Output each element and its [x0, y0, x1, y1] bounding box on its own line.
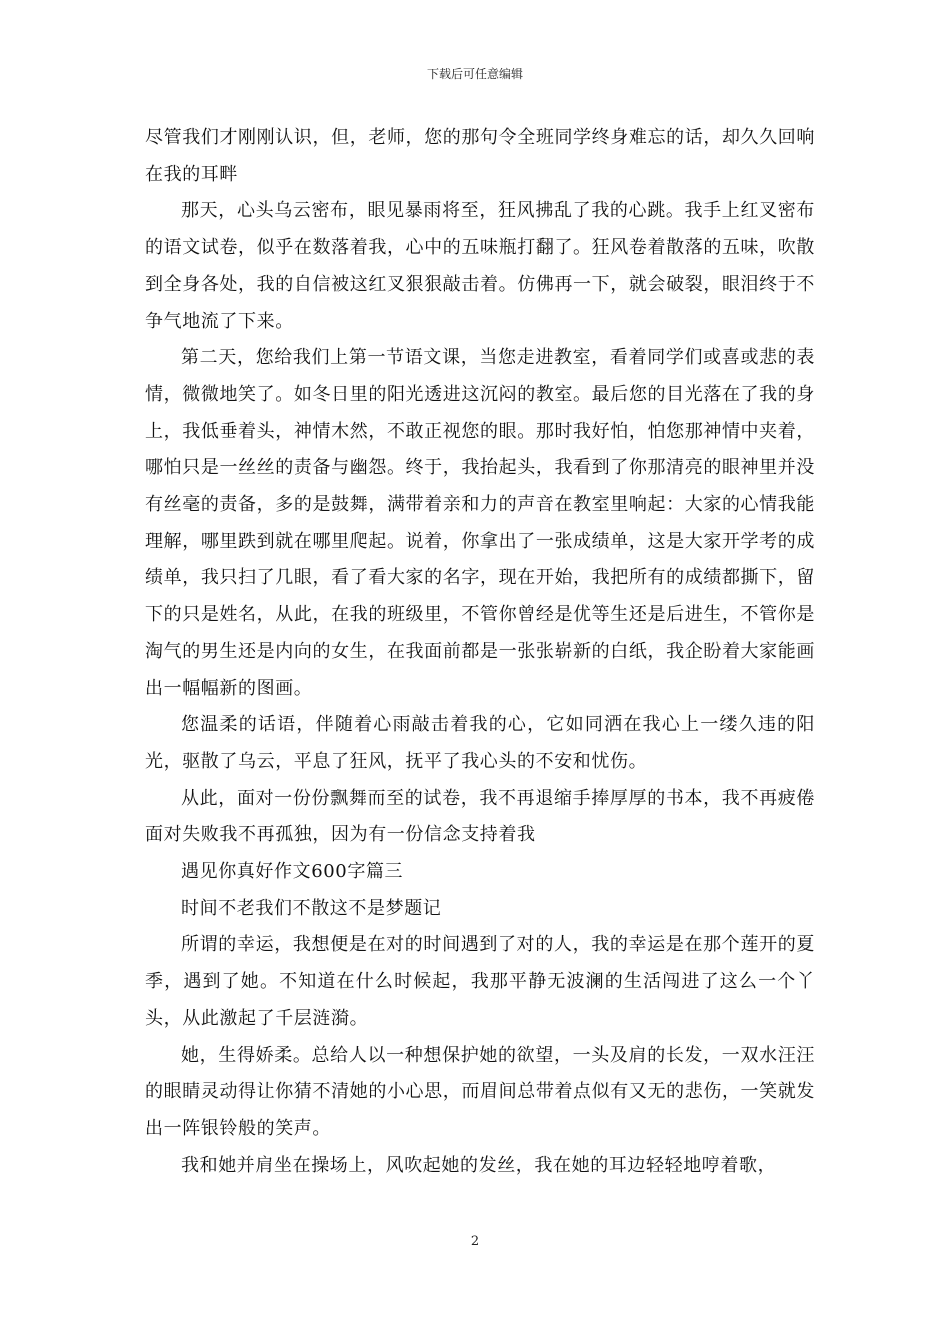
- paragraph-4: 您温柔的话语，伴随着心雨敲击着我的心，它如同洒在我心上一缕久违的阳光，驱散了乌云，平息了狂风，抚平了我心头的不安和忧伤。: [145, 714, 815, 772]
- page-number: 2: [470, 1234, 480, 1249]
- section-epigraph: 时间不老我们不散这不是梦题记: [181, 897, 442, 919]
- document-body: [145, 120, 815, 1184]
- paragraph-2: 那天，心头乌云密布，眼见暴雨将至，狂风拂乱了我的心跳。我手上红叉密布的语文试卷，似乎在数落着我，心中的五味瓶打翻了。狂风卷着散落的五味，吹散到全身各处，我的自信被这红叉狠狠敲击着。仿佛再一下，就会破裂，眼泪终于不争气地流了下来。: [145, 200, 815, 332]
- section-title: 遇见你真好作文600字篇三: [181, 861, 404, 883]
- page-header: 下载后可任意编辑: [426, 67, 523, 81]
- paragraph-5: 从此，面对一份份飘舞而至的试卷，我不再退缩手捧厚厚的书本，我不再疲倦面对失败我不再孤独，因为有一份信念支持着我: [145, 787, 815, 846]
- paragraph-6: 所谓的幸运，我想便是在对的时间遇到了对的人，我的幸运是在那个莲开的夏季，遇到了她。不知道在什么时候起，我那平静无波澜的生活闯进了这么一个丫头，从此激起了千层涟漪。: [145, 934, 815, 1029]
- paragraph-8: 我和她并肩坐在操场上，风吹起她的发丝，我在她的耳边轻轻地哼着歌，: [181, 1154, 777, 1176]
- paragraph-3: 第二天，您给我们上第一节语文课，当您走进教室，看着同学们或喜或悲的表情，微微地笑了。如冬日里的阳光透进这沉闷的教室。最后您的目光落在了我的身上，我低垂着头，神情木然，不敢正视您的眼。那时我好怕，怕您那神情中夹着，哪怕只是一丝丝的责备与幽怨。终于，我抬起头，我看到了你那清亮的眼神里并没有丝毫的责备，多的是鼓舞，满带着亲和力的声音在教室里响起：大家的心情我能理解，哪里跌到就在哪里爬起。说着，你拿出了一张成绩单，这是大家开学考的成绩单，我只扫了几眼，看了看大家的名字，现在开始，我把所有的成绩都撕下，留下的只是姓名，从此，在我的班级里，不管你曾经是优等生还是后进生，不管你是淘气的男生还是内向的女生，在我面前都是一张张崭新的白纸，我企盼着大家能画出一幅幅新的图画。: [145, 347, 815, 699]
- paragraph-1: 尽管我们才刚刚认识，但，老师，您的那句令全班同学终身难忘的话，却久久回响在我的耳畔: [145, 127, 815, 185]
- paragraph-7: 她，生得娇柔。总给人以一种想保护她的欲望，一头及肩的长发，一双水汪汪的眼睛灵动得让你猜不清她的小心思，而眉间总带着点似有又无的悲伤，一笑就发出一阵银铃般的笑声。: [145, 1044, 815, 1139]
